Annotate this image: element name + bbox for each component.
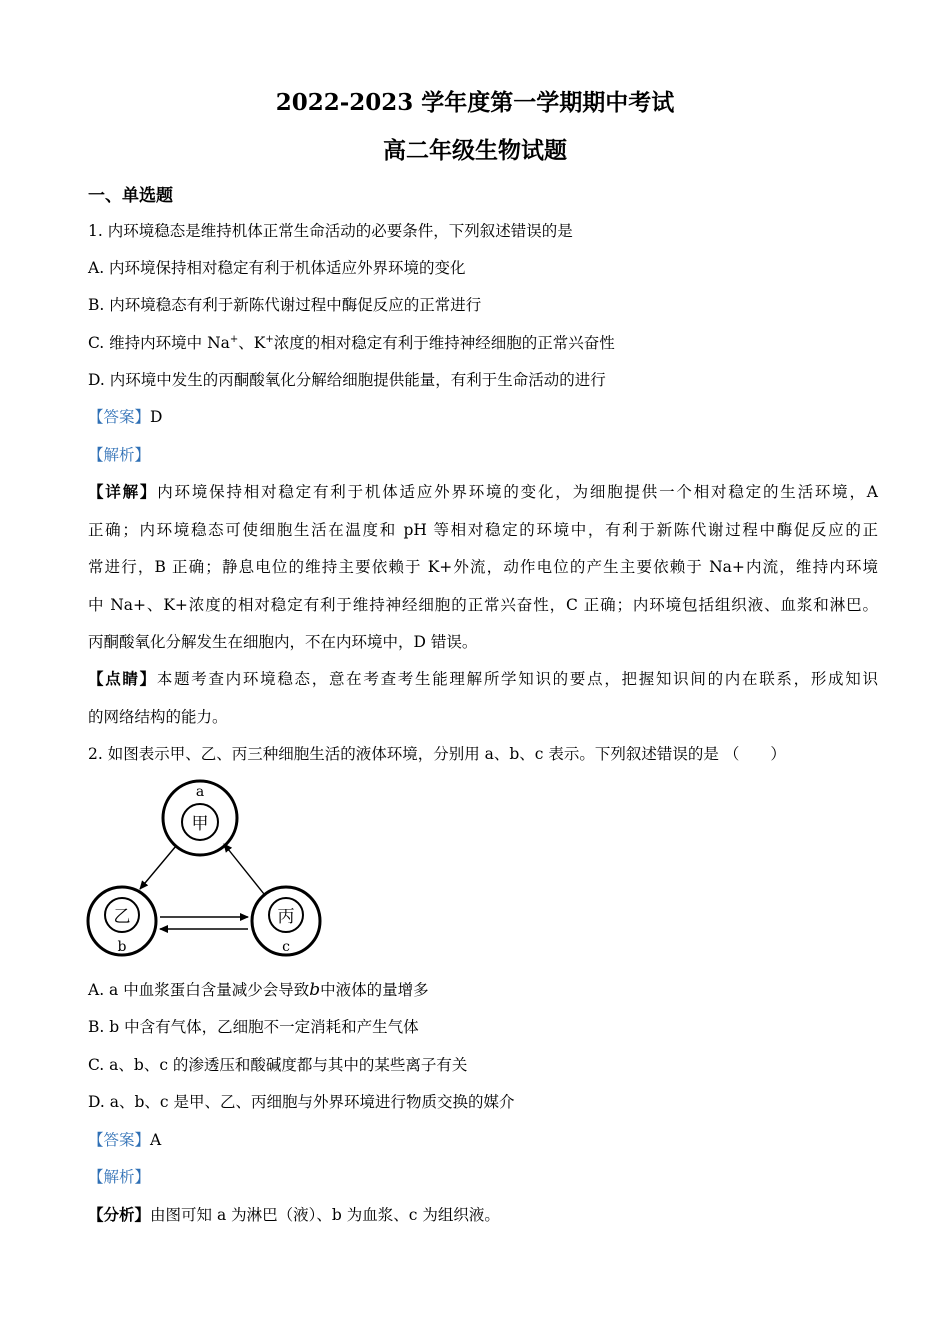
q1-option-c: C. 维持内环境中 Na+、K+浓度的相对稳定有利于维持神经细胞的正常兴奋性	[88, 333, 615, 352]
q1-stem: 1. 内环境稳态是维持机体正常生命活动的必要条件，下列叙述错误的是	[88, 222, 573, 240]
exam-subtitle: 高二年级生物试题	[383, 137, 567, 164]
cell-jia-label: 甲	[191, 814, 209, 834]
q2-option-b: B. b 中含有气体，乙细胞不一定消耗和产生气体	[88, 1018, 419, 1036]
q2-option-c: C. a、b、c 的渗透压和酸碱度都与其中的某些离子有关	[88, 1056, 468, 1074]
q1-detail-line-5: 丙酮酸氧化分解发生在细胞内，不在内环境中，D 错误。	[88, 633, 478, 651]
section-heading: 一、单选题	[88, 186, 173, 206]
q1-comment-line-1: 【点睛】本题考查内环境稳态，意在考查考生能理解所学知识的要点，把握知识间的内在联系，形成知识	[88, 669, 878, 688]
cell-yi-label: 乙	[113, 907, 131, 927]
cell-bing-label: 丙	[277, 907, 295, 927]
answer-tag: 【答案】	[88, 408, 151, 426]
q1-analysis-tag: 【解析】	[88, 446, 151, 464]
q1-option-d: D. 内环境中发生的丙酮酸氧化分解给细胞提供能量，有利于生命活动的进行	[88, 371, 606, 389]
fluid-a-label: a	[195, 784, 205, 800]
q1-answer: 【答案】D	[88, 408, 163, 426]
q1-option-b: B. 内环境稳态有利于新陈代谢过程中酶促反应的正常进行	[88, 296, 482, 314]
arrow-c-to-a	[224, 844, 264, 894]
arrow-a-to-b	[140, 846, 176, 889]
q1-option-a: A. 内环境保持相对稳定有利于机体适应外界环境的变化	[88, 259, 466, 277]
answer-tag: 【答案】	[88, 1131, 151, 1149]
exam-title: 2022-2023 学年度第一学期期中考试	[275, 89, 675, 116]
q2-analysis-tag: 【解析】	[88, 1168, 151, 1186]
q1-detail-line-2: 正确；内环境稳态可使细胞生活在温度和 pH 等相对稳定的环境中，有利于新陈代谢过程中酶促反应的正	[88, 521, 878, 539]
q1-comment-line-2: 的网络结构的能力。	[88, 708, 228, 726]
fluid-environment-diagram	[84, 774, 328, 964]
q2-stem: 2. 如图表示甲、乙、丙三种细胞生活的液体环境，分别用 a、b、c 表示。下列叙述错误的是 （ ）	[88, 745, 786, 763]
q2-analysis-line: 【分析】由图可知 a 为淋巴（液）、b 为血浆、c 为组织液。	[88, 1205, 500, 1224]
fluid-c-label: c	[282, 939, 290, 955]
q1-detail-line-3: 常进行，B 正确；静息电位的维持主要依赖于 K+外流，动作电位的产生主要依赖于 Na+内流，维持内环境	[88, 558, 878, 576]
q2-answer: 【答案】A	[88, 1131, 162, 1149]
q2-option-d: D. a、b、c 是甲、乙、丙细胞与外界环境进行物质交换的媒介	[88, 1093, 515, 1111]
q1-detail-line-4: 中 Na+、K+浓度的相对稳定有利于维持神经细胞的正常兴奋性，C 正确；内环境包括组织液、血浆和淋巴。	[88, 596, 878, 614]
q1-detail-line-1: 【详解】内环境保持相对稳定有利于机体适应外界环境的变化，为细胞提供一个相对稳定的生活环境，A	[88, 482, 878, 501]
fluid-b-label: b	[117, 939, 127, 955]
q2-option-a: A. a 中血浆蛋白含量减少会导致b中液体的量增多	[88, 980, 429, 1000]
